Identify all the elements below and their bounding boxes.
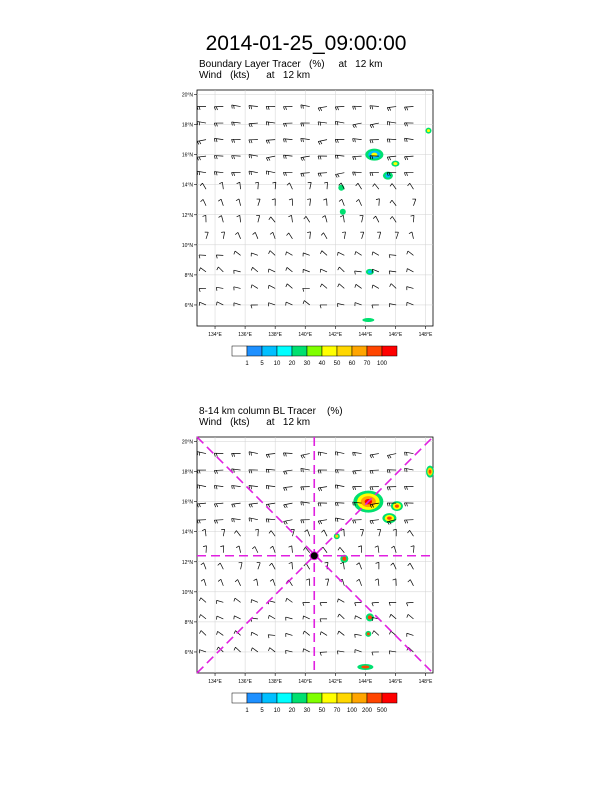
lat-tick-label: 12°N bbox=[181, 559, 193, 566]
panel-top-title-line1: Boundary Layer Tracer (%) at 12 km bbox=[199, 59, 383, 70]
lon-tick-label: 144°E bbox=[358, 679, 373, 685]
colorbar-swatch bbox=[322, 693, 337, 703]
lat-tick-label: 10°N bbox=[181, 242, 193, 249]
colorbar-label: 5 bbox=[260, 361, 264, 367]
colorbar-swatch bbox=[247, 693, 262, 703]
colorbar-swatch bbox=[277, 693, 292, 703]
figure-title: 2014-01-25_09:00:00 bbox=[205, 32, 407, 55]
lon-tick-label: 136°E bbox=[238, 679, 252, 685]
tracer-contour bbox=[361, 665, 369, 668]
lat-tick-label: 16°N bbox=[181, 499, 193, 506]
colorbar-swatch bbox=[307, 346, 322, 356]
colorbar-swatch bbox=[367, 346, 382, 356]
colorbar-swatch bbox=[382, 693, 397, 703]
lon-tick-label: 146°E bbox=[388, 679, 403, 685]
colorbar-label: 60 bbox=[348, 361, 356, 367]
tracer-contour bbox=[367, 632, 370, 635]
colorbar-label: 50 bbox=[318, 708, 326, 714]
lon-tick-label: 144°E bbox=[358, 332, 373, 338]
colorbar-label: 200 bbox=[361, 708, 373, 714]
tracer-contour bbox=[387, 517, 392, 520]
colorbar-swatch bbox=[337, 693, 352, 703]
lat-tick-label: 20°N bbox=[181, 92, 193, 99]
colorbar-label: 40 bbox=[318, 361, 326, 367]
top-map-panel bbox=[170, 80, 450, 380]
lon-tick-label: 134°E bbox=[208, 679, 222, 685]
lat-tick-label: 14°N bbox=[181, 529, 193, 536]
lon-tick-label: 136°E bbox=[238, 332, 252, 338]
colorbar-swatch bbox=[292, 693, 307, 703]
colorbar-label: 1 bbox=[245, 361, 249, 367]
colorbar-swatch bbox=[277, 346, 292, 356]
lat-tick-label: 6°N bbox=[184, 649, 193, 656]
tracer-contour bbox=[342, 557, 346, 561]
colorbar-label: 5 bbox=[260, 708, 264, 714]
lon-tick-label: 148°E bbox=[418, 332, 433, 338]
colorbar-label: 50 bbox=[333, 361, 341, 367]
lon-tick-label: 140°E bbox=[298, 332, 313, 338]
lon-tick-label: 142°E bbox=[328, 332, 343, 338]
colorbar-label: 30 bbox=[303, 361, 311, 367]
colorbar-swatch bbox=[307, 693, 322, 703]
tracer-contour bbox=[429, 470, 432, 474]
colorbar-swatch bbox=[232, 346, 247, 356]
lon-tick-label: 146°E bbox=[388, 332, 403, 338]
tracer-contour bbox=[368, 270, 372, 273]
colorbar-swatch bbox=[337, 346, 352, 356]
colorbar-swatch bbox=[382, 346, 397, 356]
lat-tick-label: 6°N bbox=[184, 302, 193, 309]
crosshair-center-marker bbox=[310, 552, 318, 560]
colorbar-label: 30 bbox=[303, 708, 311, 714]
colorbar-label: 70 bbox=[333, 708, 341, 714]
lon-tick-label: 140°E bbox=[298, 679, 313, 685]
lat-tick-label: 16°N bbox=[181, 152, 193, 159]
colorbar-swatch bbox=[352, 693, 367, 703]
lat-tick-label: 20°N bbox=[181, 439, 193, 446]
colorbar-swatch bbox=[232, 693, 247, 703]
lon-tick-label: 142°E bbox=[328, 679, 343, 685]
colorbar-swatch bbox=[322, 346, 337, 356]
colorbar-label: 100 bbox=[346, 708, 358, 714]
colorbar-swatch bbox=[262, 693, 277, 703]
lon-tick-label: 138°E bbox=[268, 332, 283, 338]
panel-top-title bbox=[199, 59, 382, 81]
colorbar-swatch bbox=[292, 346, 307, 356]
panel-bottom-title-line2: Wind (kts) at 12 km bbox=[199, 417, 311, 428]
colorbar-swatch bbox=[352, 346, 367, 356]
lat-tick-label: 8°N bbox=[184, 272, 193, 279]
tracer-contour bbox=[395, 504, 399, 507]
colorbar-label: 500 bbox=[376, 708, 388, 714]
panel-bottom-title bbox=[199, 406, 343, 428]
panel-bottom-title-line1: 8-14 km column BL Tracer (%) bbox=[199, 406, 343, 417]
tracer-contour bbox=[340, 209, 346, 215]
lat-tick-label: 10°N bbox=[181, 589, 193, 596]
lon-tick-label: 134°E bbox=[208, 332, 222, 338]
tracer-contour bbox=[335, 535, 338, 538]
colorbar-swatch bbox=[367, 693, 382, 703]
colorbar-label: 10 bbox=[273, 708, 281, 714]
tracer-contour bbox=[427, 129, 430, 132]
tracer-contour bbox=[362, 318, 374, 322]
lat-tick-label: 18°N bbox=[181, 122, 193, 129]
colorbar-label: 1 bbox=[245, 708, 249, 714]
lat-tick-label: 12°N bbox=[181, 212, 193, 219]
lon-tick-label: 138°E bbox=[268, 679, 283, 685]
colorbar-swatch bbox=[247, 346, 262, 356]
lon-tick-label: 148°E bbox=[418, 679, 433, 685]
colorbar-label: 100 bbox=[376, 361, 388, 367]
lat-tick-label: 8°N bbox=[184, 619, 193, 626]
colorbar-label: 20 bbox=[288, 361, 296, 367]
tracer-contour bbox=[368, 615, 372, 619]
colorbar-label: 10 bbox=[273, 361, 281, 367]
panel-top-title-line2: Wind (kts) at 12 km bbox=[199, 70, 311, 81]
tracer-contour bbox=[393, 162, 397, 165]
colorbar-swatch bbox=[262, 346, 277, 356]
bottom-map-panel bbox=[170, 427, 450, 729]
lat-tick-label: 14°N bbox=[181, 182, 193, 189]
lat-tick-label: 18°N bbox=[181, 469, 193, 476]
colorbar-label: 70 bbox=[363, 361, 371, 367]
colorbar-label: 20 bbox=[288, 708, 296, 714]
